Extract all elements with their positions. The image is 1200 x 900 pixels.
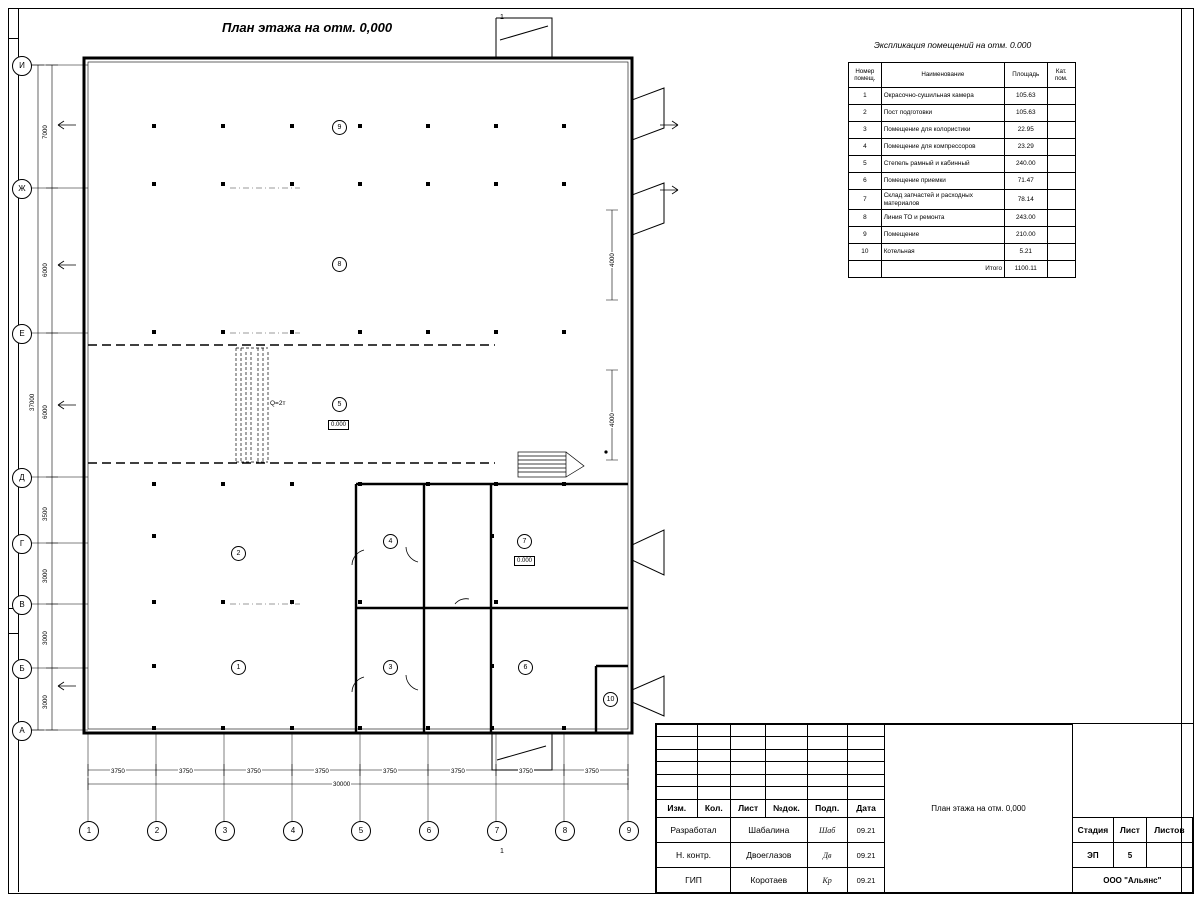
stamp-signature-inspector: Дв: [807, 843, 847, 868]
dim-bottom-6: 3750: [451, 768, 465, 775]
room-marker-4: 4: [383, 534, 398, 549]
object-title: План этажа на отм. 0,000: [885, 725, 1072, 893]
axis-bubble-7: 7: [487, 821, 507, 841]
cell-name: Линия ТО и ремонта: [881, 210, 1004, 227]
cell-number: 6: [849, 173, 882, 190]
dim-left-4: 3500: [42, 507, 49, 521]
stamp-header-kol: Кол.: [697, 799, 730, 817]
cell-name: Помещение: [881, 227, 1004, 244]
cell-number: 5: [849, 156, 882, 173]
cell-number: 1: [849, 88, 882, 105]
stamp-header-list: Лист: [731, 799, 766, 817]
cell-number: 10: [849, 244, 882, 261]
stamp-header-ndok: №док.: [766, 799, 807, 817]
col-header-name: Наименование: [881, 63, 1004, 88]
cell-name: Степель рамный и кабинный: [881, 156, 1004, 173]
cell-name: Склад запчастей и расходных материалов: [881, 190, 1004, 210]
room-marker-8: 8: [332, 257, 347, 272]
total-label: Итого: [881, 261, 1004, 278]
cell-area: 243.00: [1005, 210, 1047, 227]
dim-right-1: 4000: [609, 253, 616, 267]
cell-number: 4: [849, 139, 882, 156]
stamp-role-developer: Разработал: [657, 818, 731, 843]
stamp-header-podp: Подп.: [807, 799, 847, 817]
axis-bubble-d: Д: [12, 468, 32, 488]
section-label-top: 1: [500, 14, 504, 21]
dim-bottom-7: 3750: [519, 768, 533, 775]
dim-right-2: 4000: [609, 413, 616, 427]
cell-name: Котельная: [881, 244, 1004, 261]
room-marker-10: 10: [603, 692, 618, 707]
stamp-label-stage: Стадия: [1072, 818, 1113, 843]
room-marker-1: 1: [231, 660, 246, 675]
dim-left-7: 3000: [42, 695, 49, 709]
cell-name: Пост подготовки: [881, 105, 1004, 122]
cell-area: 105.63: [1005, 88, 1047, 105]
axis-bubble-b: Б: [12, 659, 32, 679]
page-title: План этажа на отм. 0,000: [222, 20, 393, 35]
cell-name: Помещение для компрессоров: [881, 139, 1004, 156]
cell-number: 9: [849, 227, 882, 244]
section-label-bottom: 1: [500, 848, 504, 855]
dim-left-1: 7000: [42, 125, 49, 139]
cell-number: 8: [849, 210, 882, 227]
dim-bottom-5: 3750: [383, 768, 397, 775]
room-marker-3: 3: [383, 660, 398, 675]
explication-title: Экспликация помещений на отм. 0.000: [874, 40, 1032, 50]
dim-bottom-2: 3750: [179, 768, 193, 775]
dim-left-5: 3000: [42, 569, 49, 583]
cell-area: 71.47: [1005, 173, 1047, 190]
cell-number: 2: [849, 105, 882, 122]
cell-name: Помещение для колористики: [881, 122, 1004, 139]
cell-area: 210.00: [1005, 227, 1047, 244]
col-header-category: Кат. пом.: [1047, 63, 1076, 88]
stamp-value-sheet: 5: [1114, 843, 1147, 868]
cell-number: 7: [849, 190, 882, 210]
col-header-number: Номер помещ.: [849, 63, 882, 88]
stamp-name-developer: Шабалина: [731, 818, 808, 843]
cell-area: 23.29: [1005, 139, 1047, 156]
axis-bubble-2: 2: [147, 821, 167, 841]
axis-bubble-v: В: [12, 595, 32, 615]
cell-area: 22.95: [1005, 122, 1047, 139]
room-marker-2: 2: [231, 546, 246, 561]
title-block: [655, 723, 1194, 894]
axis-bubble-3: 3: [215, 821, 235, 841]
room-marker-7: 7: [517, 534, 532, 549]
dim-left-3: 6000: [42, 405, 49, 419]
stamp-label-sheets: Листов: [1146, 818, 1192, 843]
stamp-date-inspector: 09.21: [847, 843, 885, 868]
axis-bubble-6: 6: [419, 821, 439, 841]
cell-area: 240.00: [1005, 156, 1047, 173]
stamp-name-inspector: Двоеглазов: [731, 843, 808, 868]
col-header-area: Площадь: [1005, 63, 1047, 88]
level-mark-store: 0.000: [514, 556, 535, 566]
axis-bubble-a: А: [12, 721, 32, 741]
dim-bottom-1: 3750: [111, 768, 125, 775]
room-marker-6: 6: [518, 660, 533, 675]
cell-name: Помещение приемки: [881, 173, 1004, 190]
stamp-value-stage: ЭП: [1072, 843, 1113, 868]
cell-area: 5.21: [1005, 244, 1047, 261]
cell-name: Окрасочно-сушильная камера: [881, 88, 1004, 105]
cell-number: 3: [849, 122, 882, 139]
stamp-role-inspector: Н. контр.: [657, 843, 731, 868]
axis-bubble-5: 5: [351, 821, 371, 841]
stamp-label-sheet: Лист: [1114, 818, 1147, 843]
axis-bubble-i: И: [12, 56, 32, 76]
axis-bubble-1: 1: [79, 821, 99, 841]
room-marker-5: 5: [332, 397, 347, 412]
crane-capacity-note: Q=2т: [270, 400, 286, 407]
stamp-signature-developer: Шаб: [807, 818, 847, 843]
stamp-date-gip: 09.21: [847, 868, 885, 893]
organization-name: ООО "Альянс": [1072, 868, 1192, 893]
dim-bottom-4: 3750: [315, 768, 329, 775]
dim-bottom-8: 3750: [585, 768, 599, 775]
stamp-date-developer: 09.21: [847, 818, 885, 843]
axis-bubble-g: Г: [12, 534, 32, 554]
cell-area: 78.14: [1005, 190, 1047, 210]
stamp-role-gip: ГИП: [657, 868, 731, 893]
stamp-header-izm: Изм.: [657, 799, 698, 817]
stamp-header-data: Дата: [847, 799, 885, 817]
dim-left-total: 37000: [29, 393, 36, 411]
stamp-name-gip: Коротаев: [731, 868, 808, 893]
cell-area: 105.63: [1005, 105, 1047, 122]
axis-bubble-e: Е: [12, 324, 32, 344]
axis-bubble-zh: Ж: [12, 179, 32, 199]
total-value: 1100.11: [1005, 261, 1047, 278]
axis-bubble-8: 8: [555, 821, 575, 841]
stamp-value-sheets: [1146, 843, 1192, 868]
dim-left-2: 6000: [42, 263, 49, 277]
dim-bottom-3: 3750: [247, 768, 261, 775]
axis-bubble-9: 9: [619, 821, 639, 841]
stamp-signature-gip: Кр: [807, 868, 847, 893]
axis-bubble-4: 4: [283, 821, 303, 841]
room-marker-9: 9: [332, 120, 347, 135]
dim-bottom-total: 30000: [333, 781, 351, 788]
dim-left-6: 3000: [42, 631, 49, 645]
level-mark-hall: 0.000: [328, 420, 349, 430]
